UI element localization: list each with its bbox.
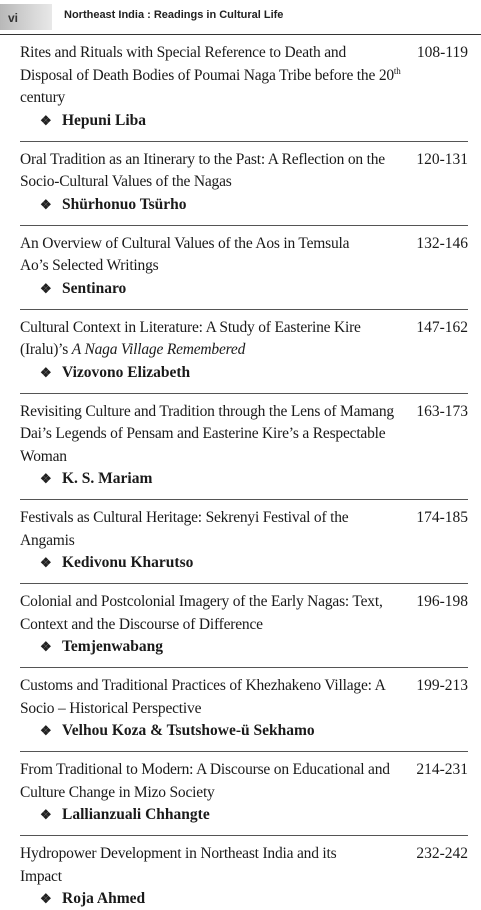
entry-divider	[20, 499, 468, 500]
entry-pages: 199-213	[416, 677, 468, 694]
diamond-bullet-icon: ❖	[40, 364, 52, 380]
entry-author: ❖ Shürhonuo Tsürho	[20, 194, 398, 216]
header-rule	[0, 34, 481, 35]
table-of-contents	[20, 42, 468, 910]
entry-divider	[20, 225, 468, 226]
entry-body	[20, 317, 404, 384]
diamond-bullet-icon: ❖	[40, 555, 52, 570]
toc-entry[interactable]	[20, 233, 468, 300]
diamond-bullet-icon: ❖	[40, 639, 52, 654]
page-number-tab	[0, 4, 52, 30]
entry-body	[20, 675, 404, 742]
diamond-bullet-icon: ❖	[40, 471, 52, 486]
toc-entry[interactable]	[20, 401, 468, 491]
entry-body	[20, 759, 404, 826]
entry-title: Revisiting Culture and Tradition through the Lens of Mamang Dai’s Legends of Pensam and Easterine Kire’s a Respectable Woman	[20, 402, 394, 465]
entry-author: ❖ Hepuni Liba	[20, 110, 402, 132]
entry-author: ❖ Velhou Koza & Tsutshowe-ü Sekhamo	[20, 720, 398, 742]
toc-entry[interactable]	[20, 843, 468, 910]
entry-pages: 108-119	[416, 44, 468, 61]
entry-divider	[20, 667, 468, 668]
entry-pages: 147-162	[416, 318, 468, 336]
diamond-bullet-icon: ❖	[40, 723, 52, 738]
running-head: Northeast India : Readings in Cultural Life	[64, 9, 284, 21]
entry-title: Hydropower Development in Northeast India and its Impact	[20, 845, 337, 885]
entry-title: Customs and Traditional Practices of Khezhakeno Village: A Socio – Historical Perspective	[20, 677, 385, 717]
entry-title: From Traditional to Modern: A Discourse on Educational and Culture Change in Mizo Society	[20, 761, 390, 801]
entry-body	[20, 401, 404, 491]
entry-title: Rites and Rituals with Special Reference to Death and Disposal of Death Bodies of Poumai Naga Tribe before the 20th century	[20, 44, 401, 106]
entry-body	[20, 591, 404, 658]
entry-author: ❖ K. S. Mariam	[20, 468, 398, 490]
diamond-bullet-icon: ❖	[40, 196, 52, 212]
entry-author: ❖ Temjenwabang	[20, 636, 398, 658]
entry-pages: 174-185	[416, 509, 468, 526]
diamond-bullet-icon: ❖	[40, 280, 52, 296]
diamond-bullet-icon: ❖	[40, 112, 52, 128]
entry-title: Oral Tradition as an Itinerary to the Past: A Reflection on the Socio-Cultural Values of the Nagas	[20, 150, 385, 190]
entry-body	[20, 843, 404, 910]
entry-divider	[20, 393, 468, 394]
page-number: vi	[8, 11, 19, 25]
entry-author: ❖ Kedivonu Kharutso	[20, 552, 398, 574]
diamond-bullet-icon: ❖	[40, 807, 52, 822]
entry-body	[20, 233, 404, 300]
entry-author: ❖ Sentinaro	[20, 278, 398, 300]
entry-pages: 232-242	[416, 845, 468, 862]
entry-author: ❖ Roja Ahmed	[20, 888, 398, 910]
entry-divider	[20, 141, 468, 142]
toc-entry[interactable]	[20, 507, 468, 574]
entry-title: Colonial and Postcolonial Imagery of the Early Nagas: Text, Context and the Discourse of Difference	[20, 593, 383, 633]
entry-pages: 132-146	[416, 234, 468, 252]
page-header	[0, 0, 481, 34]
toc-entry[interactable]	[20, 759, 468, 826]
entry-pages: 120-131	[416, 150, 468, 168]
entry-title: Cultural Context in Literature: A Study of Easterine Kire (Iralu)’s A Naga Village Remembered	[20, 318, 361, 358]
entry-body	[20, 507, 404, 574]
entry-pages: 214-231	[416, 761, 468, 778]
toc-entry[interactable]	[20, 591, 468, 658]
entry-divider	[20, 309, 468, 310]
toc-entry[interactable]	[20, 149, 468, 216]
entry-title: An Overview of Cultural Values of the Aos in Temsula Ao’s Selected Writings	[20, 234, 350, 274]
toc-entry[interactable]	[20, 317, 468, 384]
entry-divider	[20, 751, 468, 752]
entry-author: ❖ Lallianzuali Chhangte	[20, 804, 398, 826]
entry-divider	[20, 583, 468, 584]
toc-entry[interactable]	[20, 675, 468, 742]
entry-divider	[20, 835, 468, 836]
entry-title: Festivals as Cultural Heritage: Sekrenyi Festival of the Angamis	[20, 509, 349, 549]
entry-author: ❖ Vizovono Elizabeth	[20, 362, 398, 384]
entry-pages: 196-198	[416, 593, 468, 610]
entry-pages: 163-173	[416, 402, 468, 420]
entry-body	[20, 42, 408, 132]
toc-entry[interactable]	[20, 42, 468, 132]
diamond-bullet-icon: ❖	[40, 891, 52, 906]
entry-body	[20, 149, 404, 216]
